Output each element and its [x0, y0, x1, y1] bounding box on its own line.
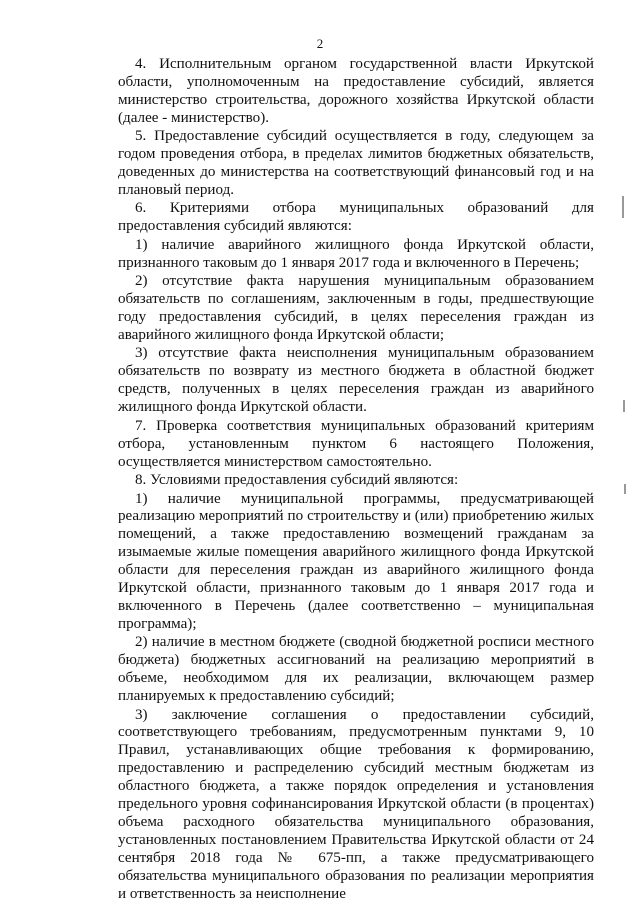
paragraph-item-6-2: 2) отсутствие факта нарушения муниципальным образованием обязательств по соглашениям, заключенным в годы, предшествующие году предоставления субсидий, в целях переселения граждан из аварийного жилищного фонда Иркутской области; — [118, 273, 594, 343]
paragraph-item-6: 6. Критериями отбора муниципальных образований для предоставления субсидий являются: — [118, 200, 594, 235]
paragraph-item-8-2: 2) наличие в местном бюджете (сводной бюджетной росписи местного бюджета) бюджетных ассигнований на реализацию мероприятий в объеме, необходимом для их реализации, включающем размер планируемых к предоставлению субсидий; — [118, 634, 594, 705]
paragraph-item-7: 7. Проверка соответствия муниципальных образований критериям отбора, установленным пунктом 6 настоящего Положения, осуществляется министерством самостоятельно. — [118, 417, 594, 470]
paragraph-item-8-3: 3) заключение соглашения о предоставлении субсидий, соответствующего требованиям, предусмотренным пунктами 9, 10 Правил, устанавливающих общие требования к формированию, предоставлению и распределению субсидий местным бюджетам из областного бюджета, а также порядок определения и установления предельного уровня софинансирования Иркутской области (в процентах) объема расходного обязательства муниципального образования, установленных постановлением Правительства Иркутской области от 24 сентября 2018 года № 675-пп, а также предусматривающего обязательства муниципального образования по реализации мероприятия и ответственность за неисполнение — [118, 706, 594, 902]
paragraph-item-4: 4. Исполнительным органом государственной власти Иркутской области, уполномоченным на предоставление субсидий, является министерство строительства, дорожного хозяйства Иркутской области (далее - министерство). — [118, 56, 594, 126]
scan-artifact — [622, 196, 624, 218]
scan-artifact — [624, 484, 626, 494]
paragraph-item-8-1: 1) наличие муниципальной программы, предусматривающей реализацию мероприятий по строительству и (или) приобретению жилых помещений, а также предоставлению возмещений гражданам за изымаемые жилые помещения аварийного жилищного фонда Иркутской области для переселения граждан из аварийного жилищного фонда Иркутской области, признанного таковым до 1 января 2017 года и включенного в Перечень (далее соответственно – муниципальная программа); — [118, 490, 594, 632]
page-number: 2 — [316, 36, 324, 51]
paragraph-item-8: 8. Условиями предоставления субсидий являются: — [135, 472, 459, 488]
paragraph-item-6-3: 3) отсутствие факта неисполнения муниципальным образованием обязательств по возврату из местного бюджета в областной бюджет средств, полученных в целях переселения граждан из аварийного жилищного фонда Иркутской области. — [118, 345, 594, 416]
paragraph-item-6-1: 1) наличие аварийного жилищного фонда Иркутской области, признанного таковым до 1 января 2017 года и включенного в Перечень; — [118, 236, 594, 271]
document-body — [118, 56, 594, 904]
paragraph-item-5: 5. Предоставление субсидий осуществляется в году, следующем за годом проведения отбора, в пределах лимитов бюджетных обязательств, доведенных до министерства на соответствующий финансовый год и на плановый период. — [118, 128, 594, 198]
scan-artifact — [623, 400, 625, 412]
